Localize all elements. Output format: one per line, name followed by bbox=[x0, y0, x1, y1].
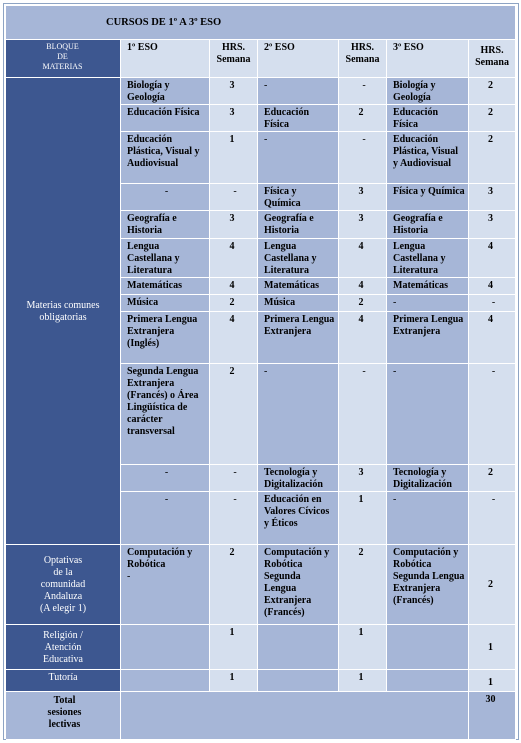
optativas-2eso bbox=[258, 545, 339, 625]
block-tutoria: Tutoría bbox=[6, 670, 121, 692]
subject-2eso: - bbox=[258, 132, 339, 184]
hours-2eso: - bbox=[339, 364, 387, 465]
header-3eso: 3º ESO bbox=[387, 40, 469, 77]
header-row bbox=[6, 40, 516, 77]
subject-2eso: - bbox=[258, 364, 339, 465]
hours-1eso: 3 bbox=[210, 78, 258, 105]
subject-2eso: Tecnología y Digitalización bbox=[258, 465, 339, 492]
hours-3eso: 3 bbox=[469, 211, 516, 238]
hours-2eso: 2 bbox=[339, 295, 387, 312]
subject-1eso: - bbox=[121, 465, 210, 492]
hours-religion-2eso: 1 bbox=[339, 625, 387, 670]
hours-1eso: 1 bbox=[210, 132, 258, 184]
tutoria-2eso-blank bbox=[258, 670, 339, 692]
tutoria-1eso-blank bbox=[121, 670, 210, 692]
subject-2eso: Geografía e Historia bbox=[258, 211, 339, 238]
hours-3eso: 2 bbox=[469, 132, 516, 184]
subject-3eso: - bbox=[387, 295, 469, 312]
hours-3eso: 4 bbox=[469, 239, 516, 278]
subject-3eso: Educación Plástica, Visual y Audiovisual bbox=[387, 132, 469, 184]
block-total: Total sesiones lectivas bbox=[6, 692, 121, 740]
hours-3eso: 2 bbox=[469, 78, 516, 105]
total-spacer bbox=[121, 692, 469, 740]
optativa-1eso-a: Computación y Robótica bbox=[127, 546, 193, 570]
hours-3eso: 2 bbox=[469, 465, 516, 492]
subject-2eso: Lengua Castellana y Literatura bbox=[258, 239, 339, 278]
hours-2eso: 3 bbox=[339, 184, 387, 211]
header-block: BLOQUE DE MATERIAS bbox=[6, 40, 121, 77]
hours-religion-3eso: 1 bbox=[469, 625, 516, 670]
subject-1eso: Lengua Castellana y Literatura bbox=[121, 239, 210, 278]
total-value: 30 bbox=[469, 692, 516, 740]
subject-1eso: Geografía e Historia bbox=[121, 211, 210, 238]
hours-1eso: - bbox=[210, 465, 258, 492]
subject-1eso: Matemáticas bbox=[121, 278, 210, 295]
optativa-1eso-b: - bbox=[127, 570, 131, 582]
hours-1eso: 2 bbox=[210, 295, 258, 312]
hours-optativas-1eso: 2 bbox=[210, 545, 258, 625]
hours-3eso: 4 bbox=[469, 278, 516, 295]
hours-tutoria-1eso: 1 bbox=[210, 670, 258, 692]
hours-2eso: 3 bbox=[339, 211, 387, 238]
hours-2eso: 4 bbox=[339, 312, 387, 364]
hours-2eso: 1 bbox=[339, 492, 387, 545]
optativa-3eso-b: Segunda Lengua Extranjera (Francés) bbox=[393, 570, 465, 606]
subject-3eso: Lengua Castellana y Literatura bbox=[387, 239, 469, 278]
subject-2eso: Educación en Valores Cívicos y Éticos bbox=[258, 492, 339, 545]
subject-1eso: - bbox=[121, 184, 210, 211]
hours-1eso: 3 bbox=[210, 211, 258, 238]
hours-2eso: - bbox=[339, 132, 387, 184]
subject-3eso: - bbox=[387, 492, 469, 545]
header-hrs-1: HRS. Semana bbox=[210, 40, 258, 77]
subject-3eso: Tecnología y Digitalización bbox=[387, 465, 469, 492]
hours-1eso: 4 bbox=[210, 278, 258, 295]
hours-2eso: - bbox=[339, 78, 387, 105]
hours-tutoria-2eso: 1 bbox=[339, 670, 387, 692]
subject-3eso: Geografía e Historia bbox=[387, 211, 469, 238]
optativas-1eso bbox=[121, 545, 210, 625]
hours-optativas-3eso: 2 bbox=[469, 545, 516, 625]
table-row bbox=[6, 78, 516, 105]
curriculum-table bbox=[6, 6, 516, 740]
subject-1eso: Música bbox=[121, 295, 210, 312]
subject-1eso: Educación Plástica, Visual y Audiovisual bbox=[121, 132, 210, 184]
block-optativas: Optativas de la comunidad Andaluza (A elegir 1) bbox=[6, 545, 121, 625]
subject-3eso: - bbox=[387, 364, 469, 465]
subject-2eso: Educación Física bbox=[258, 105, 339, 132]
hours-3eso: 3 bbox=[469, 184, 516, 211]
subject-1eso: - bbox=[121, 492, 210, 545]
religion-2eso-blank bbox=[258, 625, 339, 670]
subject-3eso: Biología y Geología bbox=[387, 78, 469, 105]
hours-1eso: 4 bbox=[210, 239, 258, 278]
subject-2eso: Matemáticas bbox=[258, 278, 339, 295]
header-hrs-2: HRS. Semana bbox=[339, 40, 387, 77]
table-row-religion bbox=[6, 625, 516, 670]
block-religion: Religión / Atención Educativa bbox=[6, 625, 121, 670]
table-row-tutoria bbox=[6, 670, 516, 692]
table-row-total bbox=[6, 692, 516, 740]
hours-3eso: 4 bbox=[469, 312, 516, 364]
religion-1eso-blank bbox=[121, 625, 210, 670]
hours-1eso: - bbox=[210, 184, 258, 211]
block-comunes: Materias comunes obligatorias bbox=[6, 78, 121, 545]
page-title: CURSOS DE 1º A 3º ESO bbox=[6, 6, 516, 40]
hours-1eso: 3 bbox=[210, 105, 258, 132]
hours-3eso: - bbox=[469, 295, 516, 312]
hours-2eso: 4 bbox=[339, 239, 387, 278]
header-2eso: 2º ESO bbox=[258, 40, 339, 77]
hours-3eso: - bbox=[469, 492, 516, 545]
subject-2eso: Física y Química bbox=[258, 184, 339, 211]
hours-optativas-2eso: 2 bbox=[339, 545, 387, 625]
header-1eso: 1º ESO bbox=[121, 40, 210, 77]
hours-tutoria-3eso: 1 bbox=[469, 670, 516, 692]
hours-3eso: 2 bbox=[469, 105, 516, 132]
hours-2eso: 3 bbox=[339, 465, 387, 492]
subject-3eso: Matemáticas bbox=[387, 278, 469, 295]
hours-1eso: - bbox=[210, 492, 258, 545]
hours-1eso: 4 bbox=[210, 312, 258, 364]
tutoria-3eso-blank bbox=[387, 670, 469, 692]
religion-3eso-blank bbox=[387, 625, 469, 670]
subject-3eso: Primera Lengua Extranjera bbox=[387, 312, 469, 364]
subject-1eso: Educación Física bbox=[121, 105, 210, 132]
subject-1eso: Biología y Geología bbox=[121, 78, 210, 105]
hours-2eso: 2 bbox=[339, 105, 387, 132]
hours-2eso: 4 bbox=[339, 278, 387, 295]
hours-religion-1eso: 1 bbox=[210, 625, 258, 670]
subject-2eso: Primera Lengua Extranjera bbox=[258, 312, 339, 364]
optativa-2eso-b: Segunda Lengua Extranjera (Francés) bbox=[264, 570, 312, 618]
header-hrs-3: HRS. Semana bbox=[469, 40, 516, 77]
hours-3eso: - bbox=[469, 364, 516, 465]
optativa-2eso-a: Computación y Robótica bbox=[264, 546, 330, 570]
subject-2eso: - bbox=[258, 78, 339, 105]
subject-3eso: Física y Química bbox=[387, 184, 469, 211]
hours-1eso: 2 bbox=[210, 364, 258, 465]
optativa-3eso-a: Computación y Robótica bbox=[393, 546, 459, 570]
subject-3eso: Educación Física bbox=[387, 105, 469, 132]
optativas-3eso bbox=[387, 545, 469, 625]
subject-1eso: Primera Lengua Extranjera (Inglés) bbox=[121, 312, 210, 364]
subject-1eso: Segunda Lengua Extranjera (Francés) o Área Lingüística de carácter transversal bbox=[121, 364, 210, 465]
table-row-optativas bbox=[6, 545, 516, 625]
subject-2eso: Música bbox=[258, 295, 339, 312]
